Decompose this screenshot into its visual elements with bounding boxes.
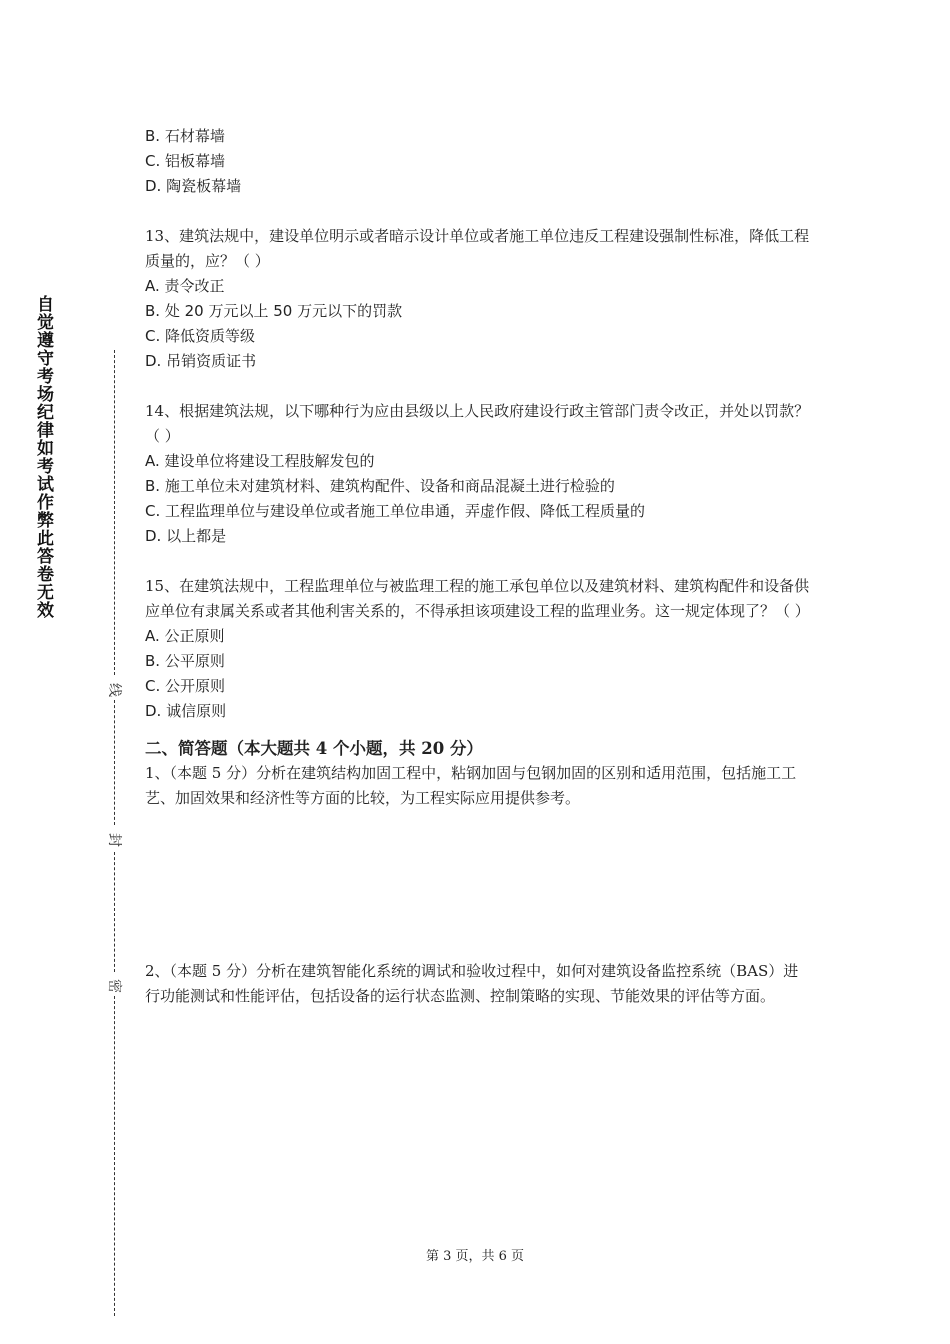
- option: A. 责令改正: [145, 277, 225, 295]
- option: A. 公正原则: [145, 627, 225, 645]
- page-number: 第 3 页，共 6 页: [425, 1249, 525, 1264]
- seal-line-dashed: [114, 852, 115, 972]
- question-13: [145, 224, 810, 374]
- option: B. 施工单位未对建筑材料、建筑构配件、设备和商品混凝土进行检验的: [145, 477, 615, 495]
- short-answer-question-1: 1、（本题 5 分）分析在建筑结构加固工程中，粘钢加固与包钢加固的区别和适用范围，包括施工工艺、加固效果和经济性等方面的比较，为工程实际应用提供参考。: [145, 764, 797, 807]
- question-stem: 15、在建筑法规中，工程监理单位与被监理工程的施工承包单位以及建筑材料、建筑构配件和设备供应单位有隶属关系或者其他利害关系的，不得承担该项建设工程的监理业务。这一规定体现了？（ ）: [145, 577, 810, 620]
- question-stem: 14、根据建筑法规，以下哪种行为应由县级以上人民政府建设行政主管部门责令改正，并处以罚款？（ ）: [145, 402, 810, 445]
- option: D. 陶瓷板幕墙: [145, 177, 242, 195]
- option: C. 公开原则: [145, 677, 226, 695]
- answer-space: [145, 811, 810, 959]
- option: D. 吊销资质证书: [145, 352, 257, 370]
- seal-mark-secret: 密: [106, 979, 122, 993]
- exam-content: [145, 124, 810, 1009]
- option: C. 铝板幕墙: [145, 152, 226, 170]
- option: C. 工程监理单位与建设单位或者施工单位串通，弄虚作假、降低工程质量的: [145, 502, 646, 520]
- question-14: [145, 399, 810, 549]
- short-answer-question-2: 2、（本题 5 分）分析在建筑智能化系统的调试和验收过程中，如何对建筑设备监控系统（BAS）进行功能测试和性能评估，包括设备的运行状态监测、控制策略的实现、节能效果的评估等方面。: [145, 962, 799, 1005]
- section-title: 二、简答题（本大题共 4 个小题，共 20 分）: [145, 739, 483, 758]
- seal-mark-line: 线: [106, 683, 122, 697]
- option: D. 诚信原则: [145, 702, 227, 720]
- seal-line-dashed: [114, 996, 115, 1316]
- seal-line-dashed: [114, 700, 115, 825]
- option: C. 降低资质等级: [145, 327, 256, 345]
- seal-line-dashed: [114, 350, 115, 675]
- question-stem: 13、建筑法规中，建设单位明示或者暗示设计单位或者施工单位违反工程建设强制性标准，降低工程质量的，应？（ ）: [145, 227, 810, 270]
- option: B. 公平原则: [145, 652, 225, 670]
- question-15: [145, 574, 810, 724]
- option: D. 以上都是: [145, 527, 227, 545]
- option: B. 处 20 万元以上 50 万元以下的罚款: [145, 302, 403, 320]
- option: A. 建设单位将建设工程肢解发包的: [145, 452, 375, 470]
- option: B. 石材幕墙: [145, 127, 225, 145]
- seal-mark-seal: 封: [106, 833, 122, 847]
- question-12-options: [145, 124, 810, 199]
- exam-discipline-warning: 自觉遵守考场纪律如考试作弊此答卷无效: [33, 295, 53, 619]
